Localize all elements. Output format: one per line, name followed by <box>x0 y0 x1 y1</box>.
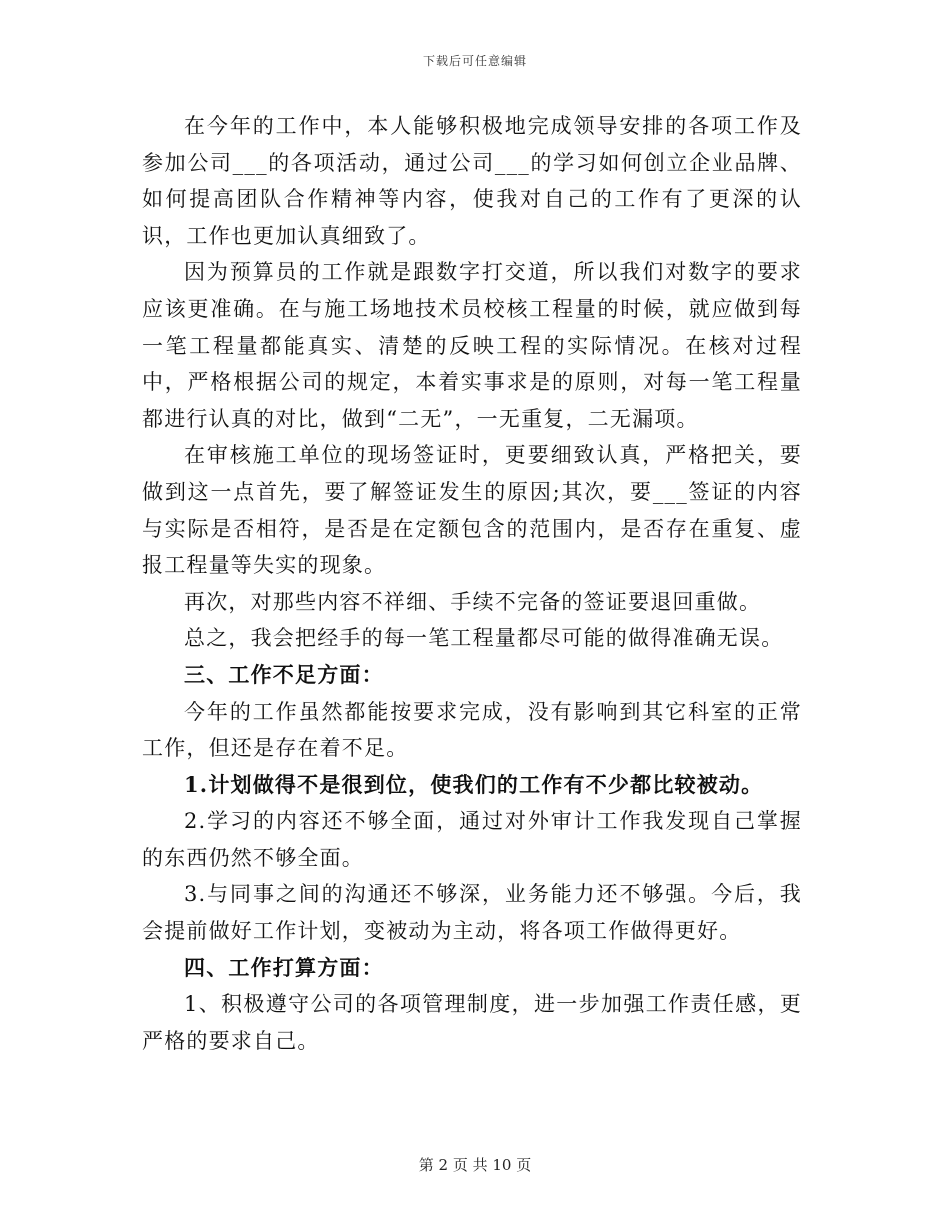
section-heading: 四、工作打算方面： <box>184 954 384 980</box>
paragraph: 在今年的工作中，本人能够积极地完成领导安排的各项工作及参加公司___的各项活动，通过公司___的学习如何创立企业品牌、如何提高团队合作精神等内容，使我对自己的工作有了更深的认识，工作也更加认真细致了。 <box>142 114 802 248</box>
paragraph: 在审核施工单位的现场签证时，更要细致认真，严格把关，要做到这一点首先，要了解签证发生的原因;其次，要___签证的内容与实际是否相符，是否是在定额包含的范围内，是否存在重复、虚报工程量等失实的现象。 <box>142 443 802 578</box>
section-heading: 三、工作不足方面： <box>184 661 384 687</box>
list-item: 1、积极遵守公司的各项管理制度，进一步加强工作责任感，更严格的要求自己。 <box>142 992 802 1053</box>
paragraph: 总之，我会把经手的每一笔工程量都尽可能的做得准确无误。 <box>184 626 784 651</box>
list-item: 2.学习的内容还不够全面，通过对外审计工作我发现自己掌握的东西仍然不够全面。 <box>142 809 802 870</box>
list-item-bold: 1.计划做得不是很到位，使我们的工作有不少都比较被动。 <box>184 771 764 797</box>
page-header: 下载后可任意编辑 <box>422 54 527 68</box>
document-body <box>142 108 802 1059</box>
list-item: 3.与同事之间的沟通还不够深，业务能力还不够强。今后，我会提前做好工作计划，变被动为主动，将各项工作做得更好。 <box>142 882 802 944</box>
paragraph: 再次，对那些内容不祥细、手续不完备的签证要退回重做。 <box>184 589 762 614</box>
paragraph: 今年的工作虽然都能按要求完成，没有影响到其它科室的正常工作，但还是存在着不足。 <box>142 699 802 761</box>
paragraph: 因为预算员的工作就是跟数字打交道，所以我们对数字的要求应该更准确。在与施工场地技术员校核工程量的时候，就应做到每一笔工程量都能真实、清楚的反映工程的实际情况。在核对过程中，严格根据公司的规定，本着实事求是的原则，对每一笔工程量都进行认真的对比，做到“二无”，一无重复，二无漏项。 <box>142 260 802 431</box>
page-number: 第 2 页 共 10 页 <box>418 1156 532 1174</box>
